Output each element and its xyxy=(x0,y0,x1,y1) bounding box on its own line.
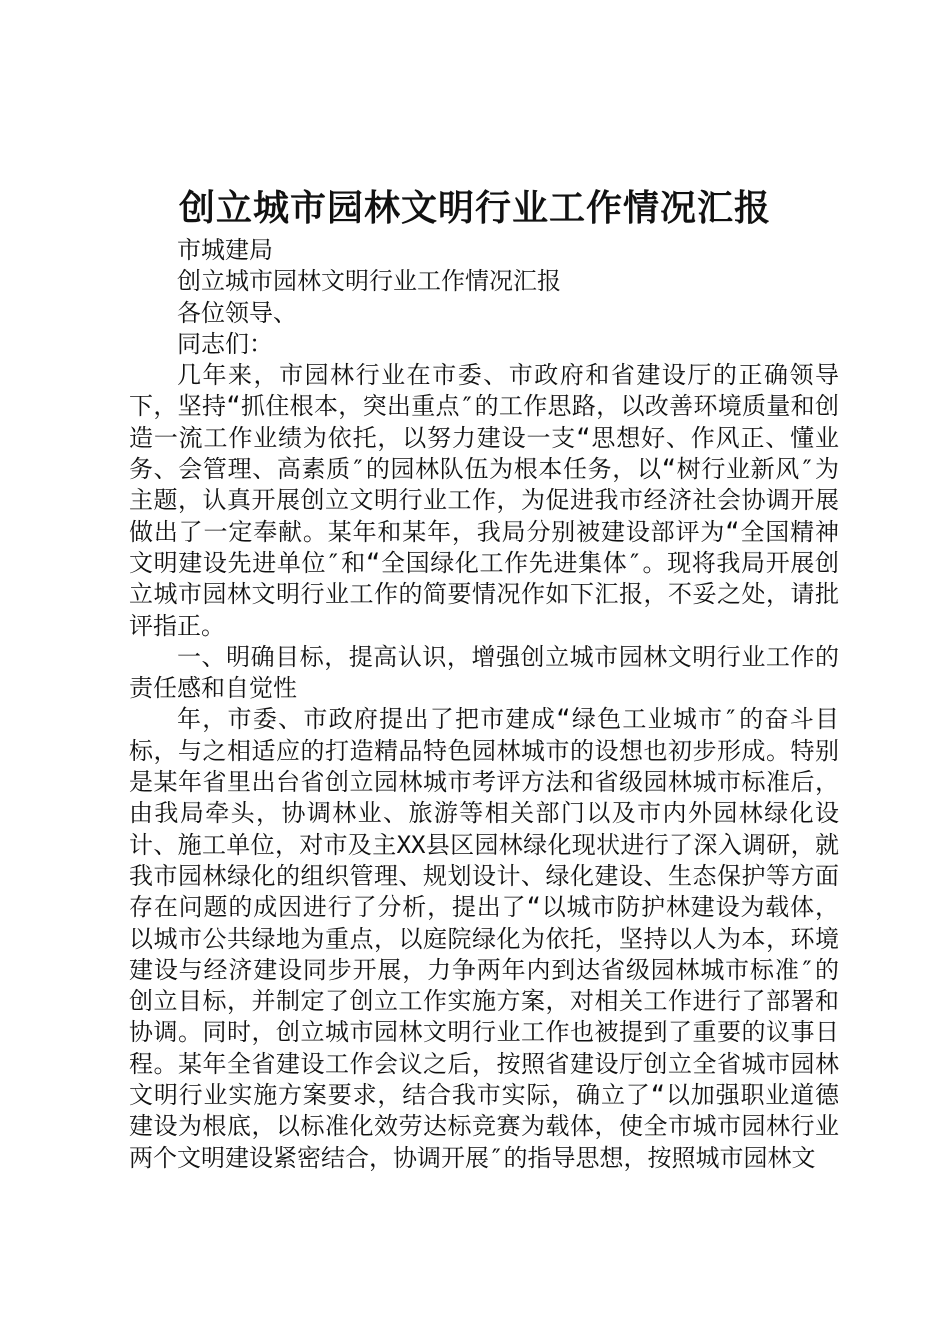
paragraph-subtitle: 创立城市园林文明行业工作情况汇报 xyxy=(177,267,561,296)
paragraph-intro: 几年来，市园林行业在市委、市政府和省建设厅的正确领导下，坚持“抓住根本，突出重点″的工作思路，以改善环境质量和创造一流工作业绩为依托，以努力建设一支“思想好、作风正、懂业务、会管理、高素质″的园林队伍为根本任务，以“树行业新风″为主题，认真开展创立文明行业工作，为促进我市经济社会协调开展做出了一定奉献。某年和某年，我局分别被建设部评为“全国精神文明建设先进单位″和“全国绿化工作先进集体″。现将我局开展创立城市园林文明行业工作的简要情况作如下汇报，不妥之处，请批评指正。 xyxy=(129,361,839,640)
paragraph-salutation-leaders: 各位领导、 xyxy=(177,298,297,327)
paragraph-salutation-comrades: 同志们： xyxy=(177,329,273,358)
paragraph-department: 市城建局 xyxy=(177,236,273,264)
section-heading-1: 一、明确目标，提高认识，增强创立城市园林文明行业工作的责任感和自觉性 xyxy=(129,642,839,703)
paragraph-section-1: 年，市委、市政府提出了把市建成“绿色工业城市″的奋斗目标，与之相适应的打造精品特色园林城市的设想也初步形成。特别是某年省里出台省创立园林城市考评方法和省级园林城市标准后，由我局牵头，协调林业、旅游等相关部门以及市内外园林绿化设计、施工单位，对市及主XX县区园林绿化现状进行了深入调研，就我市园林绿化的组织管理、规划设计、绿化建设、生态保护等方面存在问题的成因进行了分析，提出了“以城市防护林建设为载体，以城市公共绿地为重点，以庭院绿化为依托，坚持以人为本，环境建设与经济建设同步开展，力争两年内到达省级园林城市标准″的创立目标，并制定了创立工作实施方案，对相关工作进行了部署和协调。同时，创立城市园林文明行业工作也被提到了重要的议事日程。某年全省建设工作会议之后，按照省建设厅创立全省城市园林文明行业实施方案要求，结合我市实际，确立了“以加强职业道德建设为根底，以标准化效劳达标竞赛为载体，使全市城市园林行业两个文明建设紧密结合，协调开展″的指导思想，按照城市园林文 xyxy=(129,705,839,1172)
document-title: 创立城市园林文明行业工作情况汇报 xyxy=(178,187,771,229)
document-body xyxy=(129,235,839,1174)
